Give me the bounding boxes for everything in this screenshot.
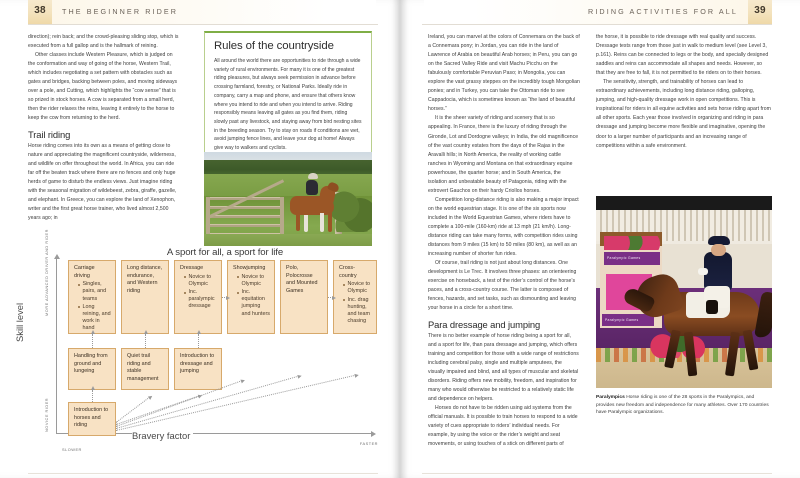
paragraph: Ireland, you can marvel at the colors of Connemara on the back of a Connemara pony; in Jordan, you can ride in the land of Lawrence of Arabia on beautiful Arab horses; in Peru, you can go on the Sacred Valley Ride and visit Machu Picchu on the fabulously comfortable Peruvian Paso; in Mongolia, you can explore the vast grassy steppes on the incredibly tough Mongolian ponies; and in Turkey, you can take the Ottoman ride to see Cappadocia, which is sometimes known as “the land of beautiful horses.” [428, 34, 580, 113]
paragraph: There is no better example of horse riding being a sport for all, and a sport for life, than para dressage and jumping, which offers training and competition for those with a wide range of restrictions including cerebral palsy, single and multiple amputees, the visually impaired and blind, and all types of muscular and skeletal disorders. Riding offers new mobility, freedom, and inspiration for many who would otherwise be restricted to a relatively static life and dependence on helpers. [428, 332, 579, 402]
node-bullet: Inc. paralympic dressage [185, 289, 217, 311]
right-text-column-1 [428, 33, 580, 449]
banner-text: Paralympic Games [605, 317, 639, 322]
node-title: Introduction to horses and riding [74, 407, 109, 429]
rider-torso [306, 180, 318, 195]
node-bullet: Novice to Olympic [185, 274, 217, 288]
photo-backdrop [596, 196, 772, 210]
paragraph: The sensitivity, strength, and trainability of horses can lead to extraordinary achievements, including long distance riding, galloping, jumping, and high-quality dressage work in open competitions. This is inspirational for riders in all equine activities and sets horse riding apart from all other sports. Each year those involved in organizing and riding in para dressage and jumping become more flexible and imaginative, opening the door to a larger number of participants and an increasing range of competitions within a safe environment. [596, 79, 771, 149]
section-heading-trail-riding: Trail riding [28, 129, 71, 141]
paragraph: Horses do not have to be ridden using aid systems from the official manuals. It is possible to train horses to respond to a wide variety of cues appropriate to riders’ individual needs. For example, by using the voice or the rider’s weight and seat movements, or using touches of a stick on different parts of [428, 404, 578, 448]
diagram-base-node [68, 402, 116, 436]
caption-text: Horse riding is one of the 28 sports in the Paralympics, and provides new freedom and independence for many athletes. Over 170 countries have Paralympic organizations. [596, 395, 769, 416]
diagram-node [68, 260, 116, 334]
paragraph: Other classes include Western Pleasure, which is judged on the conformation and way of going of the horse, Western Trail, which includes negotiating a set pattern with obstacles such as gates and bridges, backing between poles, and moving sideways over a pole, and Cutting, which highlights the “cow sense” that is so prized in stock horses. A cow is separated from a small herd, then the rider relaxes the reins, leaving it entirely to the horse to keep the cow from returning to the herd. [28, 52, 178, 122]
node-bullet: Novice to Olympic [344, 281, 372, 295]
node-title: Cross-country [339, 265, 357, 279]
node-title: Long distance, endurance, and Western riding [127, 265, 163, 294]
rules-of-the-countryside-box [204, 31, 372, 162]
diagram-y-axis [56, 258, 57, 434]
right-head-rule [422, 24, 772, 25]
left-running-head [0, 0, 400, 24]
section-heading-para-dressage: Para dressage and jumping [428, 319, 541, 331]
horse-leg [304, 215, 308, 232]
node-title: Polo, Polocrosse and Mounted Games [286, 265, 318, 294]
right-chapter-title: RIDING ACTIVITIES FOR ALL [588, 7, 738, 16]
rider-jacket [704, 252, 732, 290]
connector-arrow [328, 297, 333, 298]
node-bullet: Inc. drag hunting, and team chasing [344, 297, 372, 326]
right-page [400, 0, 800, 478]
paragraph: direction); rein back; and the crowd-pleasing sliding stop, which is executed from a full gallop and is the hallmark of reining. [28, 34, 179, 50]
diagram-node [333, 260, 377, 334]
rider-glove [698, 268, 708, 275]
diagram-x-right-note: FASTER [359, 441, 378, 446]
horse-leg [320, 213, 324, 232]
left-chapter-title: THE BEGINNER RIDER [62, 7, 179, 16]
node-title: Introduction to dressage and jumping [180, 353, 215, 375]
diagram-y-bottom-note: NOVICE RIDER [44, 397, 49, 432]
photo-foreground-grass [204, 234, 372, 246]
horse-leg [664, 329, 681, 368]
diagram-node [174, 260, 222, 334]
diagram-x-axis-label: Bravery factor [132, 430, 193, 441]
countryside-riding-photo [204, 152, 372, 246]
diagram-x-left-note: SLOWER [62, 447, 82, 452]
photo-dressage-horse [624, 270, 770, 382]
rider-helmet [308, 173, 318, 179]
node-bullet: Inc. equitation jumping and hunters [238, 289, 270, 318]
left-text-column [28, 33, 180, 223]
paragraph: Of course, trail riding is not just about long distances. One development is Le Trec. It involves three phases: an orienteering exercise on horseback, a test of the rider’s control of the horse’s paces, and a cross-country course. The latter is composed of fences, hazards, and set tasks, such as dismounting and leaving your horse in a circle for a short time. [428, 260, 577, 312]
connector-arrow [198, 334, 199, 348]
right-page-number: 39 [754, 5, 766, 16]
node-title: Showjumping [233, 265, 266, 271]
paragraph: It is the sheer variety of riding and scenery that is so appealing. In France, there is the luxury of riding through the Gironde, Lot and Dordogne valleys; in India, the old magnificence of the vast country estates from the days of the Rajas in the Aravalli hills; in North America, the reality of working cattle ranches in Wyoming and Montana on that extraordinary equine powerhouse, the quarter horse; and in South America, the isolation and unbeatable beauty of Patagonia, riding with the extrovert Gauchos on their hardy Criollos horses. [428, 115, 579, 194]
rider-face [711, 244, 726, 256]
left-foot-rule [28, 473, 378, 474]
horse-tail [754, 291, 772, 339]
right-text-column-2 [596, 33, 772, 151]
node-title: Dressage [180, 265, 204, 271]
photo-five-bar-gate [206, 197, 284, 237]
diagram-node [68, 348, 116, 390]
para-dressage-photo [596, 196, 772, 388]
photo-rider [302, 172, 324, 202]
photo-flowers [604, 236, 662, 250]
horse-leg [296, 213, 300, 231]
diagram-y-axis-label: Skill level [14, 302, 25, 342]
photo-horse [284, 182, 340, 234]
rider-boot [706, 300, 718, 314]
connector-arrow [92, 390, 93, 402]
paragraph: Horse riding comes into its own as a means of getting close to nature and appreciating the magnificent countryside, wilderness, and wildlife on offer throughout the world. In Africa, you can ride far off the beaten track where there are no fences and only huge herds of game to disturb the endless views. Just imagine riding with the seasonal migration of wildebeest, zebra, giraffe, gazelle, and elephant. In Greece, you can explore the land of Xenophon, writer and the first great horse trainer, who lived almost 2,500 years ago; in [28, 142, 177, 221]
skill-bravery-diagram [14, 229, 380, 468]
rules-box-body: All around the world there are opportunities to ride through a wide variety of rural environments. For many it is one of the greatest riding pleasures, but always seek permission in advance before crossing farmland, forestry, or National Parks. Ideally ride in company, carry a map and phone, and ensure that others know where you intend to ride and when you intend to arrive. Riding responsibly means leaving all gates as you find them, riding slowly past any livestock, and staying away from bird nesting sites in the breeding season. Try to stay on roads if conditions are wet, avoid jumping fence lines, and leave your dog at home! Always give way to walkers and cyclists. [214, 58, 362, 152]
paragraph: the horse, it is possible to ride dressage with real quality and success. Dressage tests range from those just in walk to medium level (see Level 3, p.161). Reins can be connected to legs or the body, and specially designed saddles and reins can accommodate all shapes and needs. However, so that they are free to fall, it is not permitted to tie riders on to their horses. [596, 34, 769, 77]
banner-text: Paralympic Games [607, 255, 641, 260]
right-foot-rule [422, 473, 772, 474]
caption-label: Paralympics [596, 395, 625, 400]
connector-arrow [145, 334, 146, 348]
paragraph: Competition long-distance riding is also making a major impact on the world equestrian stage. It is one of the six sports now included in the World Equestrian Games, where riders have to complete a 100-mile (160-km) ride at 13 mph (21 km/h). Long-distance riding can take many forms, with competition rides using distances from 9 miles (15 km) to 50 miles (80 km), as well as an increasing number of shorter fun rides. [428, 196, 579, 258]
photo-banner-upper [604, 252, 660, 265]
diagram-y-top-note: MORE ADVANCED DRIVER AND RIDER [44, 229, 49, 316]
node-bullet: Singles, pairs, and teams [79, 281, 111, 303]
diagram-node [121, 348, 169, 390]
photo-caption [596, 394, 772, 417]
node-title: Quiet trail riding and stable management [127, 353, 159, 382]
photo-para-rider [698, 238, 742, 310]
rules-box-title: Rules of the countryside [214, 40, 334, 52]
node-bullet: Long reining, and work in hand [79, 304, 111, 333]
horse-leg [328, 212, 332, 232]
horse-leg [684, 332, 698, 377]
node-title: Handling from ground and lungeing [74, 353, 108, 375]
connector-arrow [92, 334, 93, 348]
left-head-rule [28, 24, 378, 25]
diagram-node [280, 260, 328, 334]
diagram-node [227, 260, 275, 334]
node-title: Carriage driving [74, 265, 95, 279]
left-page-number: 38 [34, 5, 46, 16]
diagram-node [174, 348, 222, 390]
horse-leg [725, 332, 740, 377]
diagram-title: A sport for all, a sport for life [166, 247, 284, 258]
node-bullet: Novice to Olympic [238, 274, 270, 288]
diagram-node [121, 260, 169, 334]
connector-arrow [222, 297, 227, 298]
